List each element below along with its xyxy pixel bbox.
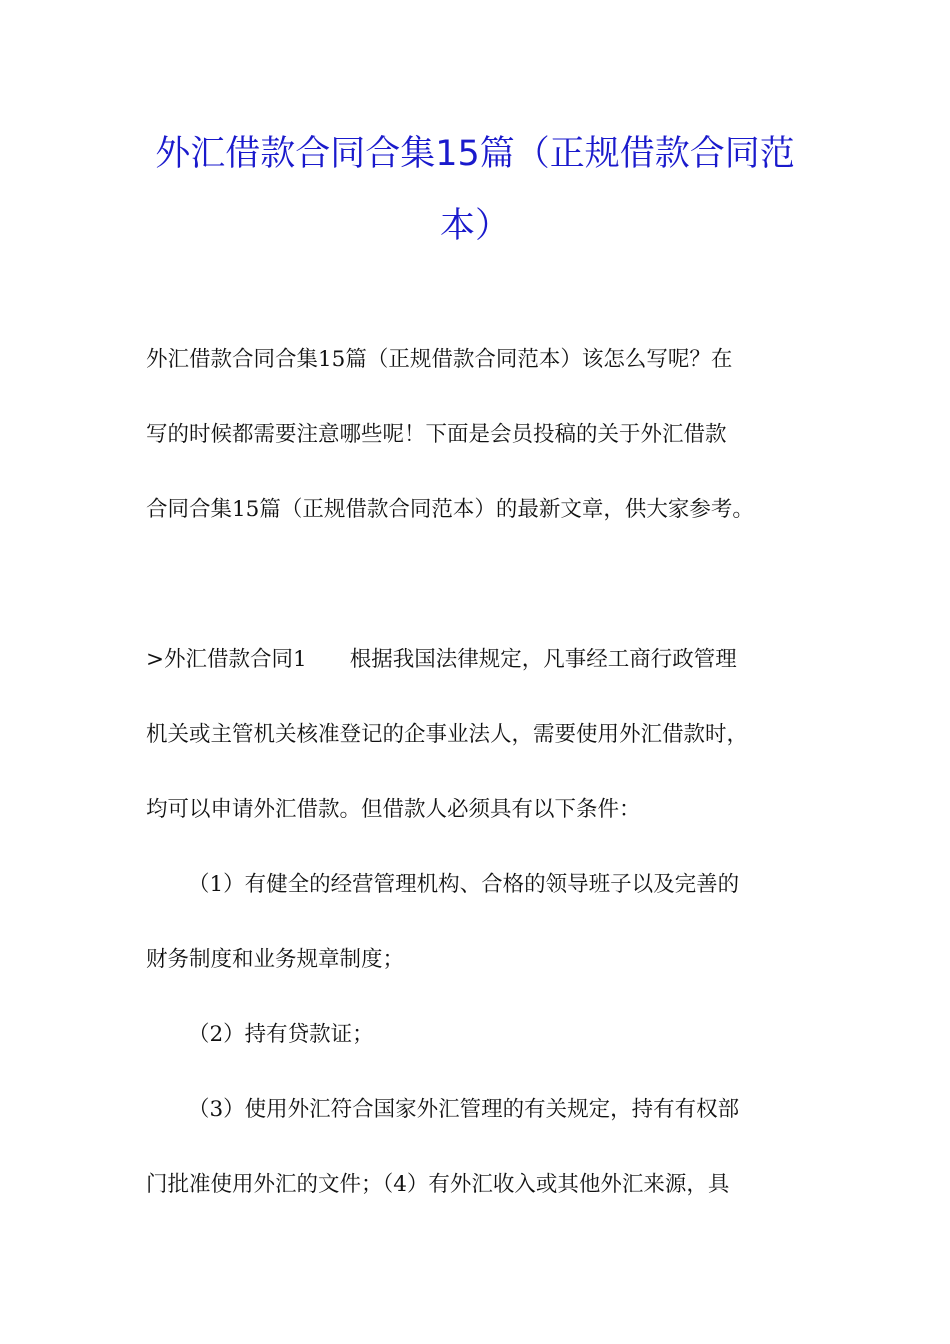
section-line-1: >外汇借款合同1 根据我国法律规定，凡事经工商行政管理 (146, 647, 737, 672)
condition-3-line-2: 门批准使用外汇的文件；（4）有外汇收入或其他外汇来源，具 (146, 1172, 730, 1197)
section-line-3: 均可以申请外汇借款。但借款人必须具有以下条件： (146, 797, 641, 822)
condition-3-line-1: （3）使用外汇符合国家外汇管理的有关规定，持有有权部 (188, 1097, 740, 1122)
document-title-line-2: 本） (439, 206, 510, 246)
condition-1-line-2: 财务制度和业务规章制度； (146, 947, 405, 972)
condition-1-line-1: （1）有健全的经营管理机构、合格的领导班子以及完善的 (188, 872, 740, 897)
intro-line-1: 外汇借款合同合集15篇（正规借款合同范本）该怎么写呢？在 (146, 347, 733, 372)
intro-line-2: 写的时候都需要注意哪些呢！下面是会员投稿的关于外汇借款 (146, 422, 727, 447)
section-line-2: 机关或主管机关核准登记的企事业法人，需要使用外汇借款时， (146, 722, 749, 747)
condition-2: （2）持有贷款证； (188, 1022, 374, 1047)
intro-line-3: 合同合集15篇（正规借款合同范本）的最新文章，供大家参考。 (146, 497, 754, 522)
document-title-line-1: 外汇借款合同合集15篇（正规借款合同范 (155, 134, 795, 174)
